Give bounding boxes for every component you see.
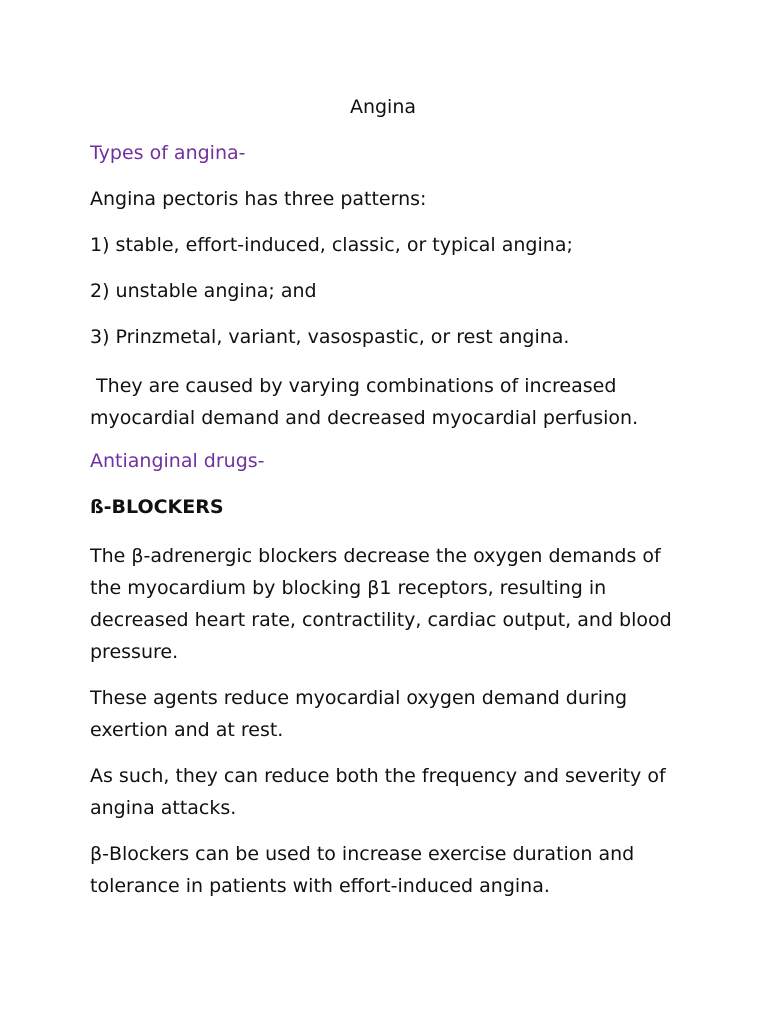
paragraph-frequency: As such, they can reduce both the frequency and severity of angina attacks. [90,765,666,819]
pattern-item-2: 2) unstable angina; and [90,280,317,302]
paragraph-exercise: β-Blockers can be used to increase exercise duration and tolerance in patients with effort-induced angina. [90,843,635,897]
pattern-item-3: 3) Prinzmetal, variant, vasospastic, or rest angina. [90,326,570,348]
causes-paragraph: They are caused by varying combinations of increased myocardial demand and decreased myocardial perfusion. [90,375,639,429]
paragraph-oxygen-demand: These agents reduce myocardial oxygen demand during exertion and at rest. [90,687,628,741]
subheading-beta-blockers: ß-BLOCKERS [90,496,224,518]
intro-text: Angina pectoris has three patterns: [90,188,427,210]
document-title: Angina [349,96,417,118]
pattern-item-1: 1) stable, effort-induced, classic, or typical angina; [90,234,573,256]
section-heading-types: Types of angina- [90,142,246,164]
section-heading-antianginal: Antianginal drugs- [90,450,265,472]
paragraph-beta-mechanism: The β-adrenergic blockers decrease the oxygen demands of the myocardium by blocking β1 receptors, resulting in decreased heart rate, contractility, cardiac output, and blood pressure. [90,545,672,663]
